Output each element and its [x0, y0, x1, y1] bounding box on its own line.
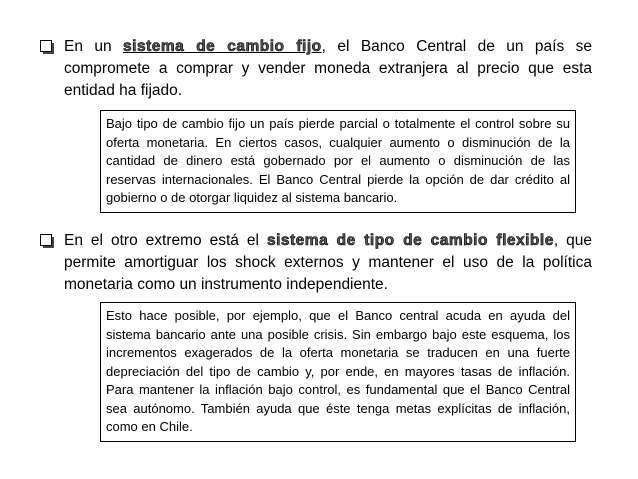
bullet-fixed-exchange: [40, 36, 592, 102]
bullet-text: [40, 230, 592, 296]
term-fixed-exchange: sistema de cambio fijo: [123, 38, 322, 55]
term-flexible-exchange: sistema de tipo de cambio flexible: [266, 232, 554, 249]
bullet-suffix: , el Banco Central de un país se compromete a comprar y vender moneda extranjera al precio que esta entidad ha fijado.: [64, 38, 593, 99]
bullet-prefix: En un: [64, 38, 124, 55]
checkbox-bullet-icon: [40, 234, 54, 248]
bullet-prefix: En el otro extremo está el: [64, 232, 267, 249]
checkbox-bullet-icon: [40, 40, 54, 54]
note-fixed-exchange: Bajo tipo de cambio fijo un país pierde parcial o totalmente el control sobre su oferta monetaria. En ciertos casos, cualquier aumento o disminución de la cantidad de dinero está gobernado por el aumento o disminución de las reservas internacionales. El Banco Central pierde la opción de dar crédito al gobierno o de otorgar liquidez al sistema bancario.: [100, 110, 576, 213]
note-flexible-exchange: Esto hace posible, por ejemplo, que el Banco central acuda en ayuda del sistema bancario ante una posible crisis. Sin embargo bajo este esquema, los incrementos exagerados de la oferta monetaria se traducen en una fuerte depreciación del tipo de cambio y, por ende, en mayores tasas de inflación. Para mantener la inflación bajo control, es fundamental que el Banco Central sea autónomo. También ayuda que éste tenga metas explícitas de inflación, como en Chile.: [100, 302, 576, 442]
bullet-flexible-exchange: [40, 230, 592, 296]
bullet-text: [40, 36, 592, 102]
bullet-suffix: , que permite amortiguar los shock externos y mantener el uso de la política monetaria como un instrumento independiente.: [64, 232, 592, 293]
